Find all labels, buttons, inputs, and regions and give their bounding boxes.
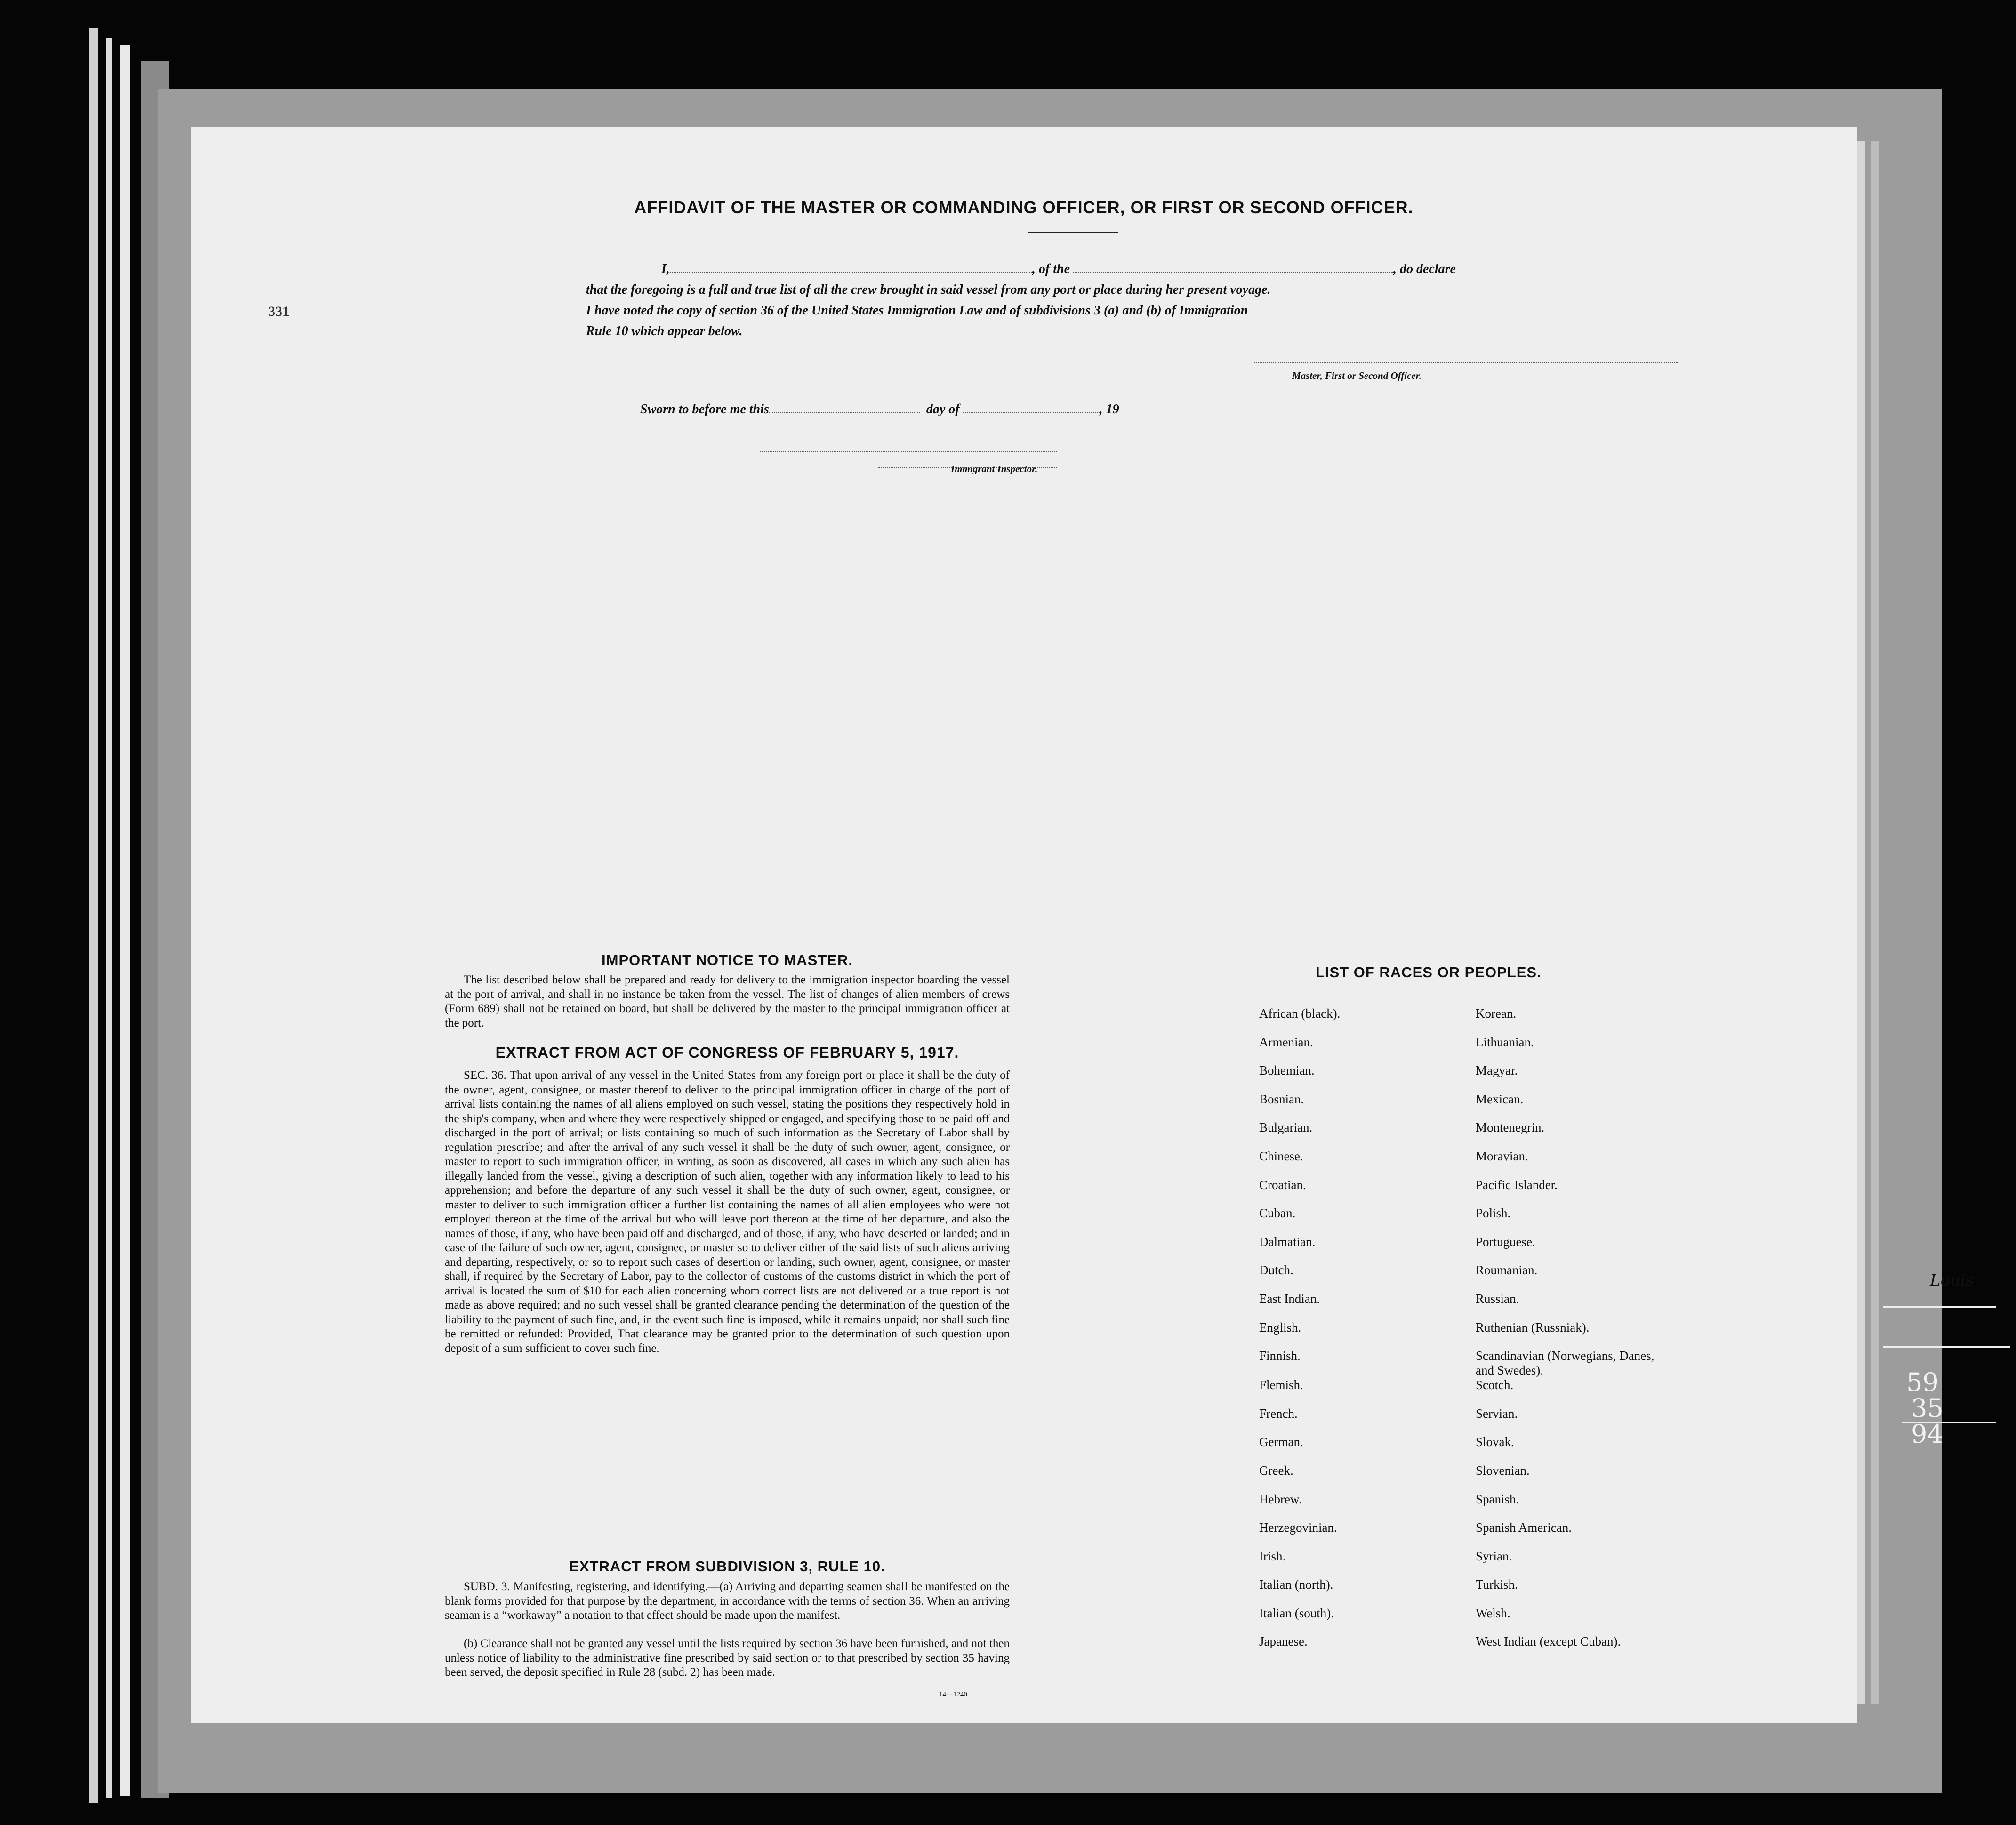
affidavit-title: AFFIDAVIT OF THE MASTER OR COMMANDING OFFICER, OR FIRST OR SECOND OFFICER.: [634, 198, 1414, 217]
margin-number: 94: [1911, 1419, 1944, 1449]
notice-text: The list described below shall be prepared and ready for delivery to the immigration inspector boarding the vessel at the port of arrival, and shall in no instance be taken from the vessel. The list of changes of alien members of crews (Form 689) shall not be retained on board, but shall be delivered by the master to the principal immigration officer at the port.: [445, 973, 1010, 1029]
race-right: Korean.: [1476, 1006, 1517, 1021]
day-of-text: day of: [926, 402, 960, 417]
race-right: Slovenian.: [1476, 1463, 1530, 1478]
race-left: Bulgarian.: [1259, 1120, 1313, 1135]
race-right: Syrian.: [1476, 1549, 1512, 1563]
race-right: Scandinavian (Norwegians, Danes, and Swedes).: [1476, 1349, 1655, 1378]
margin-rule: [1883, 1306, 1996, 1308]
race-right: Spanish American.: [1476, 1520, 1572, 1535]
page-edge: [89, 28, 98, 1803]
race-left: Japanese.: [1259, 1634, 1308, 1649]
race-left: Armenian.: [1259, 1035, 1313, 1049]
race-row: [1259, 1292, 1673, 1320]
race-left: English.: [1259, 1320, 1301, 1335]
race-right: Polish.: [1476, 1206, 1511, 1221]
race-row: [1259, 1120, 1673, 1149]
race-row: [1259, 1063, 1673, 1092]
form-number: 14—1240: [939, 1691, 967, 1698]
race-left: Greek.: [1259, 1463, 1293, 1478]
race-left: Cuban.: [1259, 1206, 1296, 1221]
affidavit-line-3: I have noted the copy of section 36 of the United States Immigration Law and of subdivisions 3 (a) and (b) of Immigration: [586, 303, 1248, 318]
rule-para-b: (b) Clearance shall not be granted any vessel until the lists required by section 36 have been furnished, and not then unless notice of liability to the administrative fine prescribed by said section or to that prescribed by section 35 having been served, the deposit specified in Rule 28 (subd. 2) has been made.: [445, 1637, 1010, 1679]
vessel-blank: [1073, 272, 1393, 273]
race-row: [1259, 1149, 1673, 1178]
race-row: [1259, 1492, 1673, 1521]
affidavit-line-2: that the foregoing is a full and true list of all the crew brought in said vessel from any port or place during her present voyage.: [586, 282, 1271, 297]
race-row: [1259, 1577, 1673, 1606]
race-row: [1259, 1606, 1673, 1635]
margin-number: 35: [1911, 1393, 1944, 1423]
race-left: East Indian.: [1259, 1291, 1320, 1306]
race-left: Finnish.: [1259, 1349, 1301, 1363]
sworn-text: Sworn to before me this: [640, 402, 769, 417]
affidavit-of-the: , of the: [1032, 262, 1070, 276]
race-left: Dalmatian.: [1259, 1234, 1316, 1249]
race-right: Scotch.: [1476, 1378, 1514, 1392]
sworn-line: [640, 399, 1119, 420]
race-row: [1259, 1407, 1673, 1435]
races-table: [1259, 1006, 1673, 1663]
signature-line: [1254, 362, 1678, 363]
race-left: Bosnian.: [1259, 1092, 1304, 1106]
act-extract-text: SEC. 36. That upon arrival of any vessel in the United States from any foreign port or place it shall be the duty of the owner, agent, consignee, or master thereof to deliver to the principal immigration officer in charge of the port of arrival lists containing the names of all aliens employed on such vessel, stating the positions they respectively hold in the ship's company, when and where they were respectively shipped or engaged, and specifying those to be paid off and discharged in the port of arrival; or lists containing so much of such information as the Secretary of Labor shall by regulation prescribe; and after the arrival of any such vessel it shall be the duty of such owner, agent, consignee, or master to report to such immigration officer, in writing, as soon as discovered, all cases in which any such alien has illegally landed from the vessel, giving a description of such alien, together with any information likely to lead to his apprehension; and before the departure of any such vessel it shall be the duty of such owner, agent, consignee, or master to deliver to such immigration officer a further list containing the names of all alien employees who were not employed thereon at the time of the arrival but who will leave port thereon at the time of her departure, and also the names of those, if any, who have been paid off and discharged, and of those, if any, who have deserted or landed; and in case of the failure of such owner, agent, consignee, or master so to deliver either of the said lists of such aliens arriving and departing, respectively, or so to report such cases of desertion or landing, such owner, agent, consignee, or master shall, if required by the Secretary of Labor, pay to the collector of customs of the customs district in which the port of arrival is located the sum of $10 for each alien concerning whom correct lists are not delivered or a true report is not made as above required; and no such vessel shall be granted clearance pending the determination of the question of the liability to the payment of such fine, and, in the event such fine is imposed, while it remains unpaid; nor shall such fine be remitted or refunded: Provided, That clearance may be granted prior to the determination of such question upon deposit of a sum sufficient to cover such fine.: [445, 1069, 1010, 1355]
year-prefix: , 19: [1099, 402, 1119, 417]
race-right: Magyar.: [1476, 1063, 1518, 1078]
race-row: [1259, 1320, 1673, 1349]
race-right: West Indian (except Cuban).: [1476, 1634, 1621, 1649]
race-row: [1259, 1520, 1673, 1549]
day-blank: [769, 412, 920, 413]
race-left: Flemish.: [1259, 1378, 1303, 1392]
margin-rule: [1883, 1346, 2010, 1348]
affidavit-i: I,: [661, 262, 670, 276]
race-right: Montenegrin.: [1476, 1120, 1545, 1135]
name-blank: [670, 272, 1032, 273]
rule-extract-title: EXTRACT FROM SUBDIVISION 3, RULE 10.: [569, 1558, 885, 1575]
race-row: [1259, 1378, 1673, 1407]
race-left: Bohemian.: [1259, 1063, 1315, 1078]
race-right: Pacific Islander.: [1476, 1177, 1558, 1192]
race-right: Ruthenian (Russniak).: [1476, 1320, 1590, 1335]
race-left: Italian (south).: [1259, 1606, 1334, 1620]
race-left: African (black).: [1259, 1006, 1341, 1021]
race-left: German.: [1259, 1435, 1303, 1449]
margin-number: 59: [1906, 1367, 1939, 1397]
race-row: [1259, 1035, 1673, 1064]
race-row: [1259, 1435, 1673, 1463]
title-underline: [1028, 232, 1118, 233]
page-edge: [106, 38, 112, 1798]
race-right: Lithuanian.: [1476, 1035, 1534, 1049]
race-left: Herzegovinian.: [1259, 1520, 1337, 1535]
affidavit-line-1: [661, 259, 1697, 280]
margin-word: Louis: [1930, 1271, 1974, 1290]
race-right: Spanish.: [1476, 1492, 1519, 1506]
race-right: Portuguese.: [1476, 1234, 1535, 1249]
race-left: Irish.: [1259, 1549, 1286, 1563]
race-row: [1259, 1634, 1673, 1663]
race-row: [1259, 1178, 1673, 1206]
signature-label: Master, First or Second Officer.: [1292, 370, 1422, 381]
race-row: [1259, 1206, 1673, 1235]
inspector-label: Immigrant Inspector.: [951, 463, 1038, 474]
notice-title: IMPORTANT NOTICE TO MASTER.: [602, 952, 853, 968]
race-right: Russian.: [1476, 1291, 1519, 1306]
sheet-edge: [1871, 141, 1879, 1704]
race-right: Moravian.: [1476, 1149, 1528, 1163]
races-title: LIST OF RACES OR PEOPLES.: [1316, 964, 1542, 981]
month-blank: [963, 412, 1100, 413]
page-edge: [120, 45, 130, 1796]
race-right: Mexican.: [1476, 1092, 1524, 1106]
race-left: Chinese.: [1259, 1149, 1303, 1163]
race-right: Turkish.: [1476, 1577, 1518, 1592]
crew-manifest-sheet: [191, 127, 1857, 1723]
race-right: Roumanian.: [1476, 1263, 1538, 1278]
race-left: Croatian.: [1259, 1177, 1306, 1192]
affidavit-declare: , do declare: [1393, 262, 1456, 276]
race-row: [1259, 1349, 1673, 1378]
rule-para-a: SUBD. 3. Manifesting, registering, and identifying.—(a) Arriving and departing seamen shall be manifested on the blank forms provided for that purpose by the department, in accordance with the terms of section 36. When an arriving seaman is a “workaway” a notation to that effect should be made upon the manifest.: [445, 1580, 1010, 1622]
stamp-mark: 331: [268, 304, 289, 319]
race-left: Dutch.: [1259, 1263, 1293, 1278]
race-left: French.: [1259, 1406, 1298, 1421]
race-row: [1259, 1092, 1673, 1121]
race-right: Slovak.: [1476, 1435, 1514, 1449]
race-row: [1259, 1463, 1673, 1492]
inspector-signature-line: [760, 451, 1057, 452]
race-right: Servian.: [1476, 1406, 1518, 1421]
race-row: [1259, 1549, 1673, 1578]
race-left: Italian (north).: [1259, 1577, 1333, 1592]
affidavit-line-4: Rule 10 which appear below.: [586, 324, 743, 338]
race-left: Hebrew.: [1259, 1492, 1302, 1506]
race-row: [1259, 1235, 1673, 1263]
race-row: [1259, 1006, 1673, 1035]
race-right: Welsh.: [1476, 1606, 1510, 1620]
race-row: [1259, 1263, 1673, 1292]
sheet-edge: [1857, 141, 1865, 1704]
act-extract-title: EXTRACT FROM ACT OF CONGRESS OF FEBRUARY 5, 1917.: [495, 1044, 959, 1061]
